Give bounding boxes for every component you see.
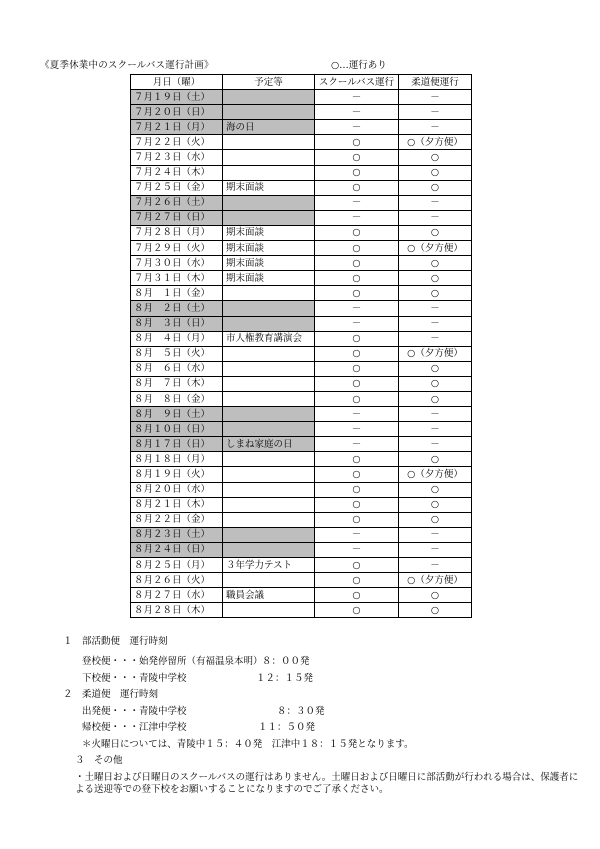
judo-bus-cell: － [399,301,472,316]
table-row [131,256,472,271]
header-date: 月日（曜） [131,75,223,90]
school-bus-cell: ○ [315,558,399,573]
table-row [131,512,472,527]
date-cell: ７月２２日（火） [131,135,223,150]
school-bus-cell: － [315,105,399,120]
judo-bus-cell: ○ [399,165,472,180]
table-row [131,497,472,512]
judo-bus-cell: ○（夕方便） [399,467,472,482]
date-cell: ８月 ２日（土） [131,301,223,316]
event-cell [223,301,315,316]
judo-departure-line [82,703,325,717]
event-cell [223,542,315,557]
event-cell [223,527,315,542]
judo-bus-cell: － [399,210,472,225]
judo-bus-cell: ○ [399,391,472,406]
school-bus-cell: ○ [315,286,399,301]
school-bus-cell: － [315,120,399,135]
event-cell: 期末面談 [223,256,315,271]
header-judo-bus: 柔道便運行 [399,75,472,90]
table-row [131,422,472,437]
table-row [131,195,472,210]
judo-bus-cell: ○ [399,271,472,286]
table-row [131,558,472,573]
date-cell: ８月２６日（火） [131,573,223,588]
table-row [131,210,472,225]
event-cell [223,573,315,588]
table-row [131,165,472,180]
date-cell: ８月２７日（水） [131,588,223,603]
section-1-heading: １ 部活動便 運行時刻 [63,636,168,647]
table-row [131,482,472,497]
date-cell: ７月３１日（木） [131,271,223,286]
table-row [131,331,472,346]
judo-return-line [82,719,315,733]
event-cell [223,391,315,406]
school-bus-cell: ○ [315,271,399,286]
school-bus-cell: ○ [315,165,399,180]
school-bus-cell: ○ [315,346,399,361]
school-bus-cell: ○ [315,452,399,467]
table-row [131,573,472,588]
date-cell: ８月 ５日（火） [131,346,223,361]
school-bus-cell: ○ [315,225,399,240]
date-cell: ８月２４日（日） [131,542,223,557]
table-row [131,527,472,542]
judo-bus-cell: ○ [399,588,472,603]
club-return-line [82,670,313,684]
date-cell: ８月１７日（日） [131,437,223,452]
table-row [131,407,472,422]
header-school-bus: スクールバス運行 [315,75,399,90]
judo-bus-cell: ○ [399,603,472,618]
event-cell: 期末面談 [223,180,315,195]
table-row [131,105,472,120]
school-bus-cell: － [315,407,399,422]
date-cell: ８月 ９日（土） [131,407,223,422]
event-cell [223,210,315,225]
event-cell [223,422,315,437]
date-cell: ８月２１日（木） [131,497,223,512]
other-text-line-1: ・土曜日および日曜日のスクールバスの運行はありません。土曜日および日曜日に部活動が行われる場合は、保護者に [75,772,579,783]
event-cell: 期末面談 [223,225,315,240]
date-cell: ８月１０日（日） [131,422,223,437]
date-cell: ７月２３日（水） [131,150,223,165]
table-row [131,316,472,331]
event-cell [223,150,315,165]
event-cell [223,361,315,376]
table-row [131,135,472,150]
school-bus-cell: － [315,542,399,557]
judo-bus-cell: － [399,331,472,346]
table-row [131,225,472,240]
event-cell [223,497,315,512]
event-cell: ３年学力テスト [223,558,315,573]
school-bus-cell: ○ [315,135,399,150]
judo-bus-cell: － [399,316,472,331]
judo-return-time: １１：５０発 [258,722,316,733]
date-cell: ７月２９日（火） [131,241,223,256]
date-cell: ７月２４日（木） [131,165,223,180]
date-cell: ７月２１日（月） [131,120,223,135]
judo-bus-cell: － [399,120,472,135]
date-cell: ８月２２日（金） [131,512,223,527]
club-departure-line [82,653,310,667]
legend: ○…運行あり [331,60,387,71]
judo-bus-cell: ○（夕方便） [399,346,472,361]
header-event: 予定等 [223,75,315,90]
date-cell: ７月２０日（日） [131,105,223,120]
school-bus-cell: ○ [315,361,399,376]
school-bus-cell: ○ [315,588,399,603]
school-bus-cell: － [315,527,399,542]
table-row [131,437,472,452]
table-row [131,180,472,195]
event-cell [223,135,315,150]
date-cell: ８月１９日（火） [131,467,223,482]
school-bus-cell: － [315,422,399,437]
school-bus-cell: ○ [315,497,399,512]
event-cell [223,165,315,180]
date-cell: ８月１８日（月） [131,452,223,467]
date-cell: ８月 １日（金） [131,286,223,301]
judo-bus-cell: ○ [399,180,472,195]
event-cell [223,105,315,120]
table-row [131,452,472,467]
judo-bus-cell: ○ [399,497,472,512]
event-cell [223,195,315,210]
date-cell: ８月２８日（木） [131,603,223,618]
schedule-table [130,74,472,618]
date-cell: ７月１９日（土） [131,90,223,105]
table-row [131,241,472,256]
judo-bus-cell: ○ [399,482,472,497]
school-bus-cell: ○ [315,467,399,482]
judo-bus-cell: － [399,105,472,120]
table-row [131,361,472,376]
table-row [131,467,472,482]
club-return-time: １２：１５発 [256,673,314,684]
tuesday-note: ＊火曜日については、青陵中１５：４０発 江津中１８：１５発となります。 [82,739,414,750]
judo-bus-cell: ○ [399,256,472,271]
school-bus-cell: ○ [315,180,399,195]
date-cell: ８月２５日（月） [131,558,223,573]
judo-return-label: 帰校便・・・江津中学校 [82,722,187,733]
club-departure-time: ８：００発 [262,656,310,667]
event-cell: しまね家庭の日 [223,437,315,452]
judo-bus-cell: － [399,407,472,422]
table-row [131,301,472,316]
school-bus-cell: ○ [315,573,399,588]
date-cell: ８月２３日（土） [131,527,223,542]
school-bus-cell: ○ [315,241,399,256]
school-bus-cell: ○ [315,376,399,391]
event-cell [223,512,315,527]
judo-bus-cell: － [399,527,472,542]
date-cell: ７月２６日（土） [131,195,223,210]
school-bus-cell: － [315,316,399,331]
school-bus-cell: ○ [315,603,399,618]
other-text-line-2: よる送迎等での登下校をお願いすることになりますのでご了承ください。 [75,784,389,795]
document-title: 《夏季休業中のスクールバス運行計画》 [40,60,214,71]
event-cell [223,376,315,391]
date-cell: ７月２８日（月） [131,225,223,240]
table-row [131,90,472,105]
event-cell [223,316,315,331]
section-3-heading: ３ その他 [75,755,123,766]
school-bus-cell: － [315,195,399,210]
table-header-row [131,75,472,90]
event-cell [223,452,315,467]
schedule-table-body [131,90,472,618]
judo-bus-cell: ○（夕方便） [399,241,472,256]
event-cell [223,90,315,105]
school-bus-cell: － [315,437,399,452]
date-cell: ７月２７日（日） [131,210,223,225]
school-bus-cell: ○ [315,512,399,527]
judo-bus-cell: ○ [399,452,472,467]
club-return-label: 下校便・・・青陵中学校 [82,673,187,684]
event-cell: 市人権教育講演会 [223,331,315,346]
club-departure-label: 登校便・・・始発停留所（有福温泉本明） [82,656,263,667]
judo-bus-cell: ○（夕方便） [399,135,472,150]
judo-bus-cell: ○ [399,376,472,391]
event-cell [223,346,315,361]
date-cell: ８月 ７日（木） [131,376,223,391]
event-cell [223,286,315,301]
judo-bus-cell: － [399,437,472,452]
school-bus-cell: － [315,301,399,316]
table-row [131,376,472,391]
judo-bus-cell: － [399,422,472,437]
date-cell: ７月３０日（水） [131,256,223,271]
school-bus-cell: ○ [315,331,399,346]
event-cell [223,482,315,497]
event-cell [223,407,315,422]
table-row [131,286,472,301]
judo-departure-label: 出発便・・・青陵中学校 [82,706,187,717]
event-cell: 期末面談 [223,271,315,286]
event-cell: 職員会議 [223,588,315,603]
judo-bus-cell: － [399,90,472,105]
date-cell: ８月 ３日（日） [131,316,223,331]
table-row [131,271,472,286]
event-cell: 海の日 [223,120,315,135]
school-bus-cell: ○ [315,150,399,165]
school-bus-cell: ○ [315,256,399,271]
judo-bus-cell: ○（夕方便） [399,573,472,588]
judo-bus-cell: ○ [399,150,472,165]
table-row [131,346,472,361]
judo-departure-time: ８：３０発 [277,706,325,717]
table-row [131,120,472,135]
school-bus-cell: － [315,90,399,105]
judo-bus-cell: － [399,542,472,557]
event-cell [223,467,315,482]
table-row [131,542,472,557]
event-cell: 期末面談 [223,241,315,256]
school-bus-cell: ○ [315,482,399,497]
judo-bus-cell: ○ [399,286,472,301]
school-bus-cell: － [315,210,399,225]
judo-bus-cell: ○ [399,361,472,376]
judo-bus-cell: － [399,195,472,210]
date-cell: ７月２５日（金） [131,180,223,195]
table-row [131,603,472,618]
date-cell: ８月 ８日（金） [131,391,223,406]
table-row [131,150,472,165]
school-bus-cell: ○ [315,391,399,406]
table-row [131,391,472,406]
date-cell: ８月 ６日（水） [131,361,223,376]
event-cell [223,603,315,618]
judo-bus-cell: － [399,558,472,573]
judo-bus-cell: ○ [399,225,472,240]
judo-bus-cell: ○ [399,512,472,527]
date-cell: ８月２０日（水） [131,482,223,497]
section-2-heading: ２ 柔道便 運行時刻 [63,689,159,700]
table-row [131,588,472,603]
date-cell: ８月 ４日（月） [131,331,223,346]
